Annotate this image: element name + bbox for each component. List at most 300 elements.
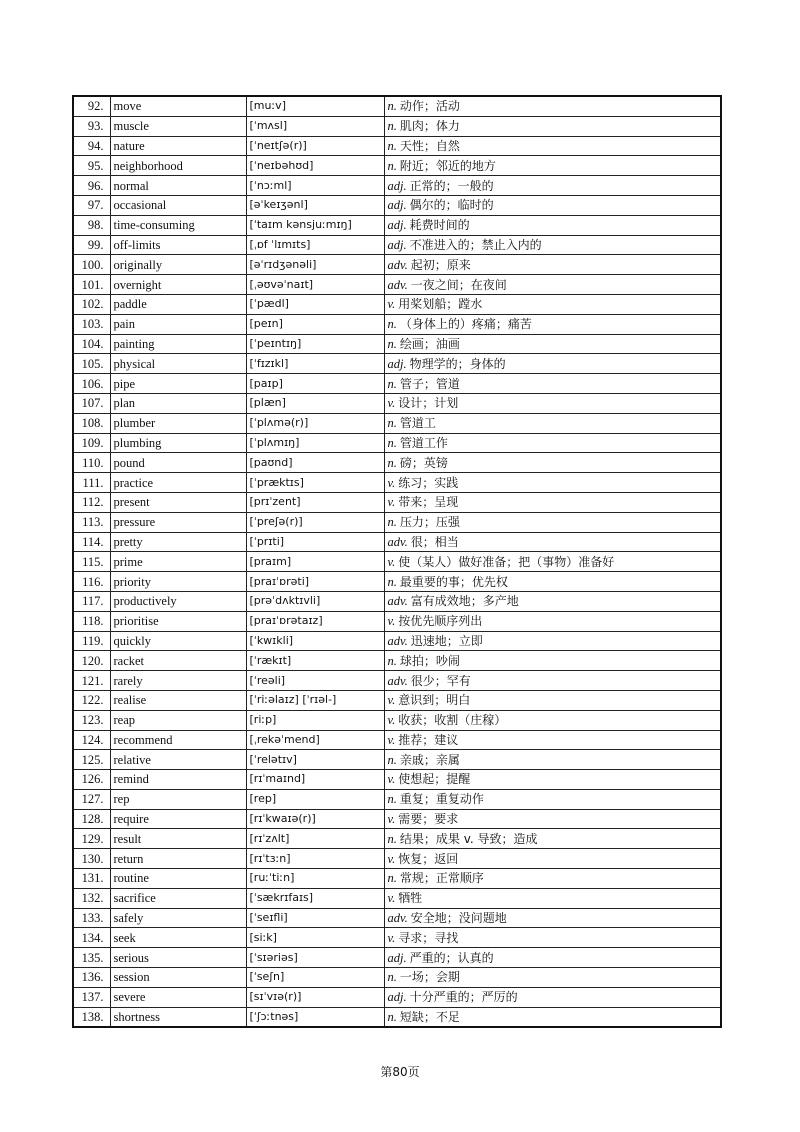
part-of-speech: v. [387,930,396,945]
definition-text: 重复；重复动作 [399,792,484,807]
entry-number: 137. [73,987,110,1007]
entry-word: time-consuming [110,215,246,235]
part-of-speech: n. [387,336,397,351]
entry-word: rep [110,789,246,809]
entry-number: 124. [73,730,110,750]
entry-word: off-limits [110,235,246,255]
entry-number: 128. [73,809,110,829]
entry-word: present [110,492,246,512]
table-row [73,591,721,611]
definition-text: 短缺；不足 [399,1010,460,1025]
entry-definition [384,829,721,849]
entry-phonetic: [riːp] [246,710,384,730]
entry-number: 119. [73,631,110,651]
definition-text: 严重的；认真的 [409,950,494,965]
entry-phonetic: [plæn] [246,393,384,413]
entry-definition [384,215,721,235]
part-of-speech: adj. [387,198,407,213]
table-row [73,611,721,631]
part-of-speech: adj. [387,237,407,252]
part-of-speech: adv. [387,673,408,688]
part-of-speech: v. [387,851,396,866]
definition-text: 需要；要求 [398,812,459,827]
entry-definition [384,631,721,651]
table-row [73,552,721,572]
table-row [73,928,721,948]
part-of-speech: n. [387,99,397,114]
part-of-speech: n. [387,792,397,807]
part-of-speech: n. [387,455,397,470]
definition-text: 管道工 [399,416,436,431]
entry-number: 133. [73,908,110,928]
entry-definition [384,512,721,532]
entry-phonetic: [paʊnd] [246,453,384,473]
entry-phonetic: [ˈfɪzɪkl] [246,354,384,374]
definition-text: 绘画；油画 [399,336,460,351]
entry-word: plan [110,393,246,413]
entry-number: 110. [73,453,110,473]
part-of-speech: n. [387,119,397,134]
table-row [73,413,721,433]
entry-phonetic: [ˈpædl] [246,294,384,314]
entry-definition [384,987,721,1007]
part-of-speech: n. [387,317,397,332]
part-of-speech: v. [387,693,396,708]
definition-text: 推荐；建议 [398,732,459,747]
entry-word: nature [110,136,246,156]
part-of-speech: adv. [387,534,408,549]
definition-text: 使想起；提醒 [398,772,471,787]
part-of-speech: n. [387,158,397,173]
entry-word: require [110,809,246,829]
table-row [73,671,721,691]
entry-definition [384,492,721,512]
entry-word: priority [110,572,246,592]
entry-number: 92. [73,96,110,116]
definition-text: 安全地；没问题地 [410,911,507,926]
entry-number: 100. [73,255,110,275]
entry-definition [384,651,721,671]
entry-definition [384,591,721,611]
entry-phonetic: [rep] [246,789,384,809]
table-row [73,255,721,275]
part-of-speech: n. [387,831,397,846]
table-row [73,690,721,710]
entry-phonetic: [ˈrelətɪv] [246,750,384,770]
part-of-speech: v. [387,297,396,312]
part-of-speech: n. [387,653,397,668]
definition-text: 球拍；吵闹 [399,653,460,668]
entry-phonetic: [ˈrækɪt] [246,651,384,671]
table-row [73,116,721,136]
entry-definition [384,908,721,928]
definition-text: 恢复；返回 [398,851,459,866]
entry-phonetic: [rɪˈtɜːn] [246,849,384,869]
part-of-speech: adj. [387,178,407,193]
entry-number: 134. [73,928,110,948]
definition-text: 耗费时间的 [409,218,470,233]
definition-text: 意识到；明白 [398,693,471,708]
entry-phonetic: [ˈneɪbəhʊd] [246,156,384,176]
entry-phonetic: [ˈsækrɪfaɪs] [246,888,384,908]
entry-number: 115. [73,552,110,572]
entry-definition [384,710,721,730]
table-row [73,294,721,314]
entry-word: originally [110,255,246,275]
entry-definition [384,888,721,908]
entry-number: 121. [73,671,110,691]
definition-text: 结果；成果 v. 导致；造成 [399,831,538,846]
entry-phonetic: [ˈʃɔːtnəs] [246,1007,384,1027]
entry-phonetic: [əˈrɪdʒənəli] [246,255,384,275]
entry-definition [384,275,721,295]
table-row [73,908,721,928]
entry-word: normal [110,176,246,196]
definition-text: 寻求；寻找 [398,930,459,945]
part-of-speech: adv. [387,257,408,272]
definition-text: 设计；计划 [398,396,459,411]
entry-word: neighborhood [110,156,246,176]
entry-word: occasional [110,195,246,215]
entry-definition [384,690,721,710]
part-of-speech: adv. [387,911,408,926]
definition-text: （身体上的）疼痛；痛苦 [399,317,532,332]
entry-phonetic: [prɪˈzent] [246,492,384,512]
entry-definition [384,869,721,889]
entry-definition [384,948,721,968]
entry-definition [384,789,721,809]
table-row [73,176,721,196]
entry-number: 129. [73,829,110,849]
entry-word: remind [110,770,246,790]
entry-number: 127. [73,789,110,809]
entry-number: 135. [73,948,110,968]
definition-text: 用桨划船；蹚水 [398,297,483,312]
entry-word: seek [110,928,246,948]
entry-word: recommend [110,730,246,750]
entry-word: session [110,968,246,988]
table-row [73,809,721,829]
definition-text: 练习；实践 [398,475,459,490]
definition-text: 磅；英镑 [399,455,448,470]
entry-phonetic: [ˌəʊvəˈnaɪt] [246,275,384,295]
definition-text: 起初；原来 [410,257,471,272]
table-row [73,651,721,671]
part-of-speech: n. [387,752,397,767]
entry-number: 107. [73,393,110,413]
entry-number: 97. [73,195,110,215]
entry-phonetic: [rɪˈzʌlt] [246,829,384,849]
definition-text: 收获；收割（庄稼） [398,713,507,728]
entry-definition [384,473,721,493]
entry-number: 118. [73,611,110,631]
entry-phonetic: [ˈpræktɪs] [246,473,384,493]
table-row [73,968,721,988]
entry-number: 102. [73,294,110,314]
entry-number: 101. [73,275,110,295]
definition-text: 十分严重的；严厉的 [409,990,518,1005]
entry-word: muscle [110,116,246,136]
entry-word: prime [110,552,246,572]
entry-number: 120. [73,651,110,671]
part-of-speech: v. [387,495,396,510]
entry-word: relative [110,750,246,770]
part-of-speech: v. [387,713,396,728]
entry-definition [384,1007,721,1027]
entry-phonetic: [ˈmʌsl] [246,116,384,136]
definition-text: 常规；正常顺序 [399,871,484,886]
entry-number: 122. [73,690,110,710]
entry-number: 105. [73,354,110,374]
entry-number: 103. [73,314,110,334]
entry-word: severe [110,987,246,1007]
table-row [73,789,721,809]
table-row [73,631,721,651]
entry-number: 132. [73,888,110,908]
entry-phonetic: [ˈpreʃə(r)] [246,512,384,532]
entry-phonetic: [əˈkeɪʒənl] [246,195,384,215]
entry-word: plumber [110,413,246,433]
entry-definition [384,532,721,552]
entry-phonetic: [ˈplʌmə(r)] [246,413,384,433]
entry-number: 109. [73,433,110,453]
table-row [73,354,721,374]
entry-word: move [110,96,246,116]
entry-phonetic: [ˈreəli] [246,671,384,691]
entry-phonetic: [ˈriːəlaɪz] [ˈrɪəl-] [246,690,384,710]
table-row [73,888,721,908]
entry-number: 112. [73,492,110,512]
vocabulary-table [72,95,722,1028]
entry-word: sacrifice [110,888,246,908]
entry-phonetic: [ˈprɪti] [246,532,384,552]
part-of-speech: adv. [387,594,408,609]
table-row [73,453,721,473]
table-row [73,374,721,394]
table-row [73,473,721,493]
table-row [73,849,721,869]
entry-phonetic: [ˈsɪəriəs] [246,948,384,968]
part-of-speech: v. [387,891,396,906]
entry-number: 95. [73,156,110,176]
entry-phonetic: [ˈplʌmɪŋ] [246,433,384,453]
definition-text: 带来；呈现 [398,495,459,510]
entry-number: 93. [73,116,110,136]
entry-number: 106. [73,374,110,394]
table-row [73,770,721,790]
entry-word: paddle [110,294,246,314]
page-number: 第80页 [380,1065,420,1079]
entry-word: safely [110,908,246,928]
definition-text: 偶尔的；临时的 [409,198,494,213]
part-of-speech: v. [387,475,396,490]
entry-number: 138. [73,1007,110,1027]
part-of-speech: n. [387,1010,397,1025]
part-of-speech: v. [387,396,396,411]
table-row [73,96,721,116]
entry-word: prioritise [110,611,246,631]
entry-definition [384,374,721,394]
entry-definition [384,354,721,374]
part-of-speech: adj. [387,356,407,371]
entry-word: practice [110,473,246,493]
entry-number: 111. [73,473,110,493]
entry-phonetic: [ˈseɪfli] [246,908,384,928]
entry-phonetic: [paɪp] [246,374,384,394]
entry-definition [384,156,721,176]
entry-phonetic: [ruːˈtiːn] [246,869,384,889]
definition-text: 一场；会期 [399,970,460,985]
entry-definition [384,334,721,354]
table-row [73,235,721,255]
entry-definition [384,453,721,473]
entry-definition [384,552,721,572]
entry-phonetic: [rɪˈmaɪnd] [246,770,384,790]
entry-definition [384,809,721,829]
table-row [73,393,721,413]
part-of-speech: n. [387,970,397,985]
entry-word: pretty [110,532,246,552]
entry-word: overnight [110,275,246,295]
table-row [73,156,721,176]
table-row [73,492,721,512]
entry-phonetic: [prəˈdʌktɪvli] [246,591,384,611]
definition-text: 亲戚；亲属 [399,752,460,767]
entry-phonetic: [ˈseʃn] [246,968,384,988]
entry-number: 125. [73,750,110,770]
entry-number: 98. [73,215,110,235]
entry-phonetic: [siːk] [246,928,384,948]
definition-text: 最重要的事；优先权 [399,574,508,589]
table-row [73,334,721,354]
table-row [73,512,721,532]
table-row [73,829,721,849]
entry-phonetic: [praɪˈɒrətaɪz] [246,611,384,631]
definition-text: 按优先顺序列出 [398,614,483,629]
entry-definition [384,849,721,869]
definition-text: 一夜之间；在夜间 [410,277,507,292]
entry-definition [384,195,721,215]
entry-phonetic: [ˈneɪtʃə(r)] [246,136,384,156]
entry-phonetic: [ˈpeɪntɪŋ] [246,334,384,354]
entry-number: 96. [73,176,110,196]
entry-number: 131. [73,869,110,889]
table-row [73,532,721,552]
entry-number: 126. [73,770,110,790]
entry-number: 116. [73,572,110,592]
entry-word: painting [110,334,246,354]
entry-definition [384,96,721,116]
entry-phonetic: [praɪˈɒrəti] [246,572,384,592]
entry-phonetic: [muːv] [246,96,384,116]
definition-text: 很少；罕有 [410,673,471,688]
entry-phonetic: [ˈtaɪm kənsjuːmɪŋ] [246,215,384,235]
entry-number: 114. [73,532,110,552]
table-row [73,869,721,889]
table-row [73,750,721,770]
entry-word: physical [110,354,246,374]
definition-text: 使（某人）做好准备；把（事物）准备好 [398,554,615,569]
entry-word: reap [110,710,246,730]
definition-text: 正常的；一般的 [409,178,494,193]
entry-word: rarely [110,671,246,691]
table-row [73,710,721,730]
entry-word: return [110,849,246,869]
entry-definition [384,116,721,136]
entry-definition [384,255,721,275]
entry-phonetic: [rɪˈkwaɪə(r)] [246,809,384,829]
entry-word: plumbing [110,433,246,453]
part-of-speech: v. [387,614,396,629]
entry-definition [384,671,721,691]
definition-text: 牺牲 [398,891,423,906]
entry-phonetic: [ˈnɔːml] [246,176,384,196]
part-of-speech: adj. [387,990,407,1005]
table-row [73,1007,721,1027]
table-row [73,948,721,968]
definition-text: 迅速地；立即 [410,633,483,648]
table-row [73,572,721,592]
entry-definition [384,750,721,770]
definition-text: 附近；邻近的地方 [399,158,496,173]
entry-definition [384,136,721,156]
entry-word: pain [110,314,246,334]
table-row [73,195,721,215]
entry-definition [384,572,721,592]
entry-definition [384,294,721,314]
vocabulary-table-body [73,96,721,1027]
part-of-speech: n. [387,416,397,431]
entry-word: pipe [110,374,246,394]
definition-text: 富有成效地；多产地 [410,594,519,609]
entry-word: routine [110,869,246,889]
entry-definition [384,393,721,413]
part-of-speech: n. [387,138,397,153]
entry-number: 104. [73,334,110,354]
part-of-speech: adj. [387,950,407,965]
part-of-speech: n. [387,574,397,589]
table-row [73,136,721,156]
entry-definition [384,235,721,255]
definition-text: 管子；管道 [399,376,460,391]
table-row [73,275,721,295]
entry-word: pound [110,453,246,473]
entry-definition [384,770,721,790]
entry-definition [384,928,721,948]
entry-phonetic: [peɪn] [246,314,384,334]
entry-definition [384,314,721,334]
entry-definition [384,730,721,750]
entry-word: quickly [110,631,246,651]
entry-definition [384,413,721,433]
part-of-speech: v. [387,812,396,827]
part-of-speech: v. [387,732,396,747]
part-of-speech: adv. [387,633,408,648]
entry-word: racket [110,651,246,671]
entry-phonetic: [ˈkwɪkli] [246,631,384,651]
entry-number: 136. [73,968,110,988]
entry-definition [384,176,721,196]
definition-text: 动作；活动 [399,99,460,114]
entry-number: 99. [73,235,110,255]
definition-text: 很；相当 [410,534,459,549]
definition-text: 压力；压强 [399,515,460,530]
part-of-speech: adj. [387,218,407,233]
part-of-speech: v. [387,772,396,787]
entry-word: pressure [110,512,246,532]
entry-number: 123. [73,710,110,730]
part-of-speech: v. [387,554,396,569]
